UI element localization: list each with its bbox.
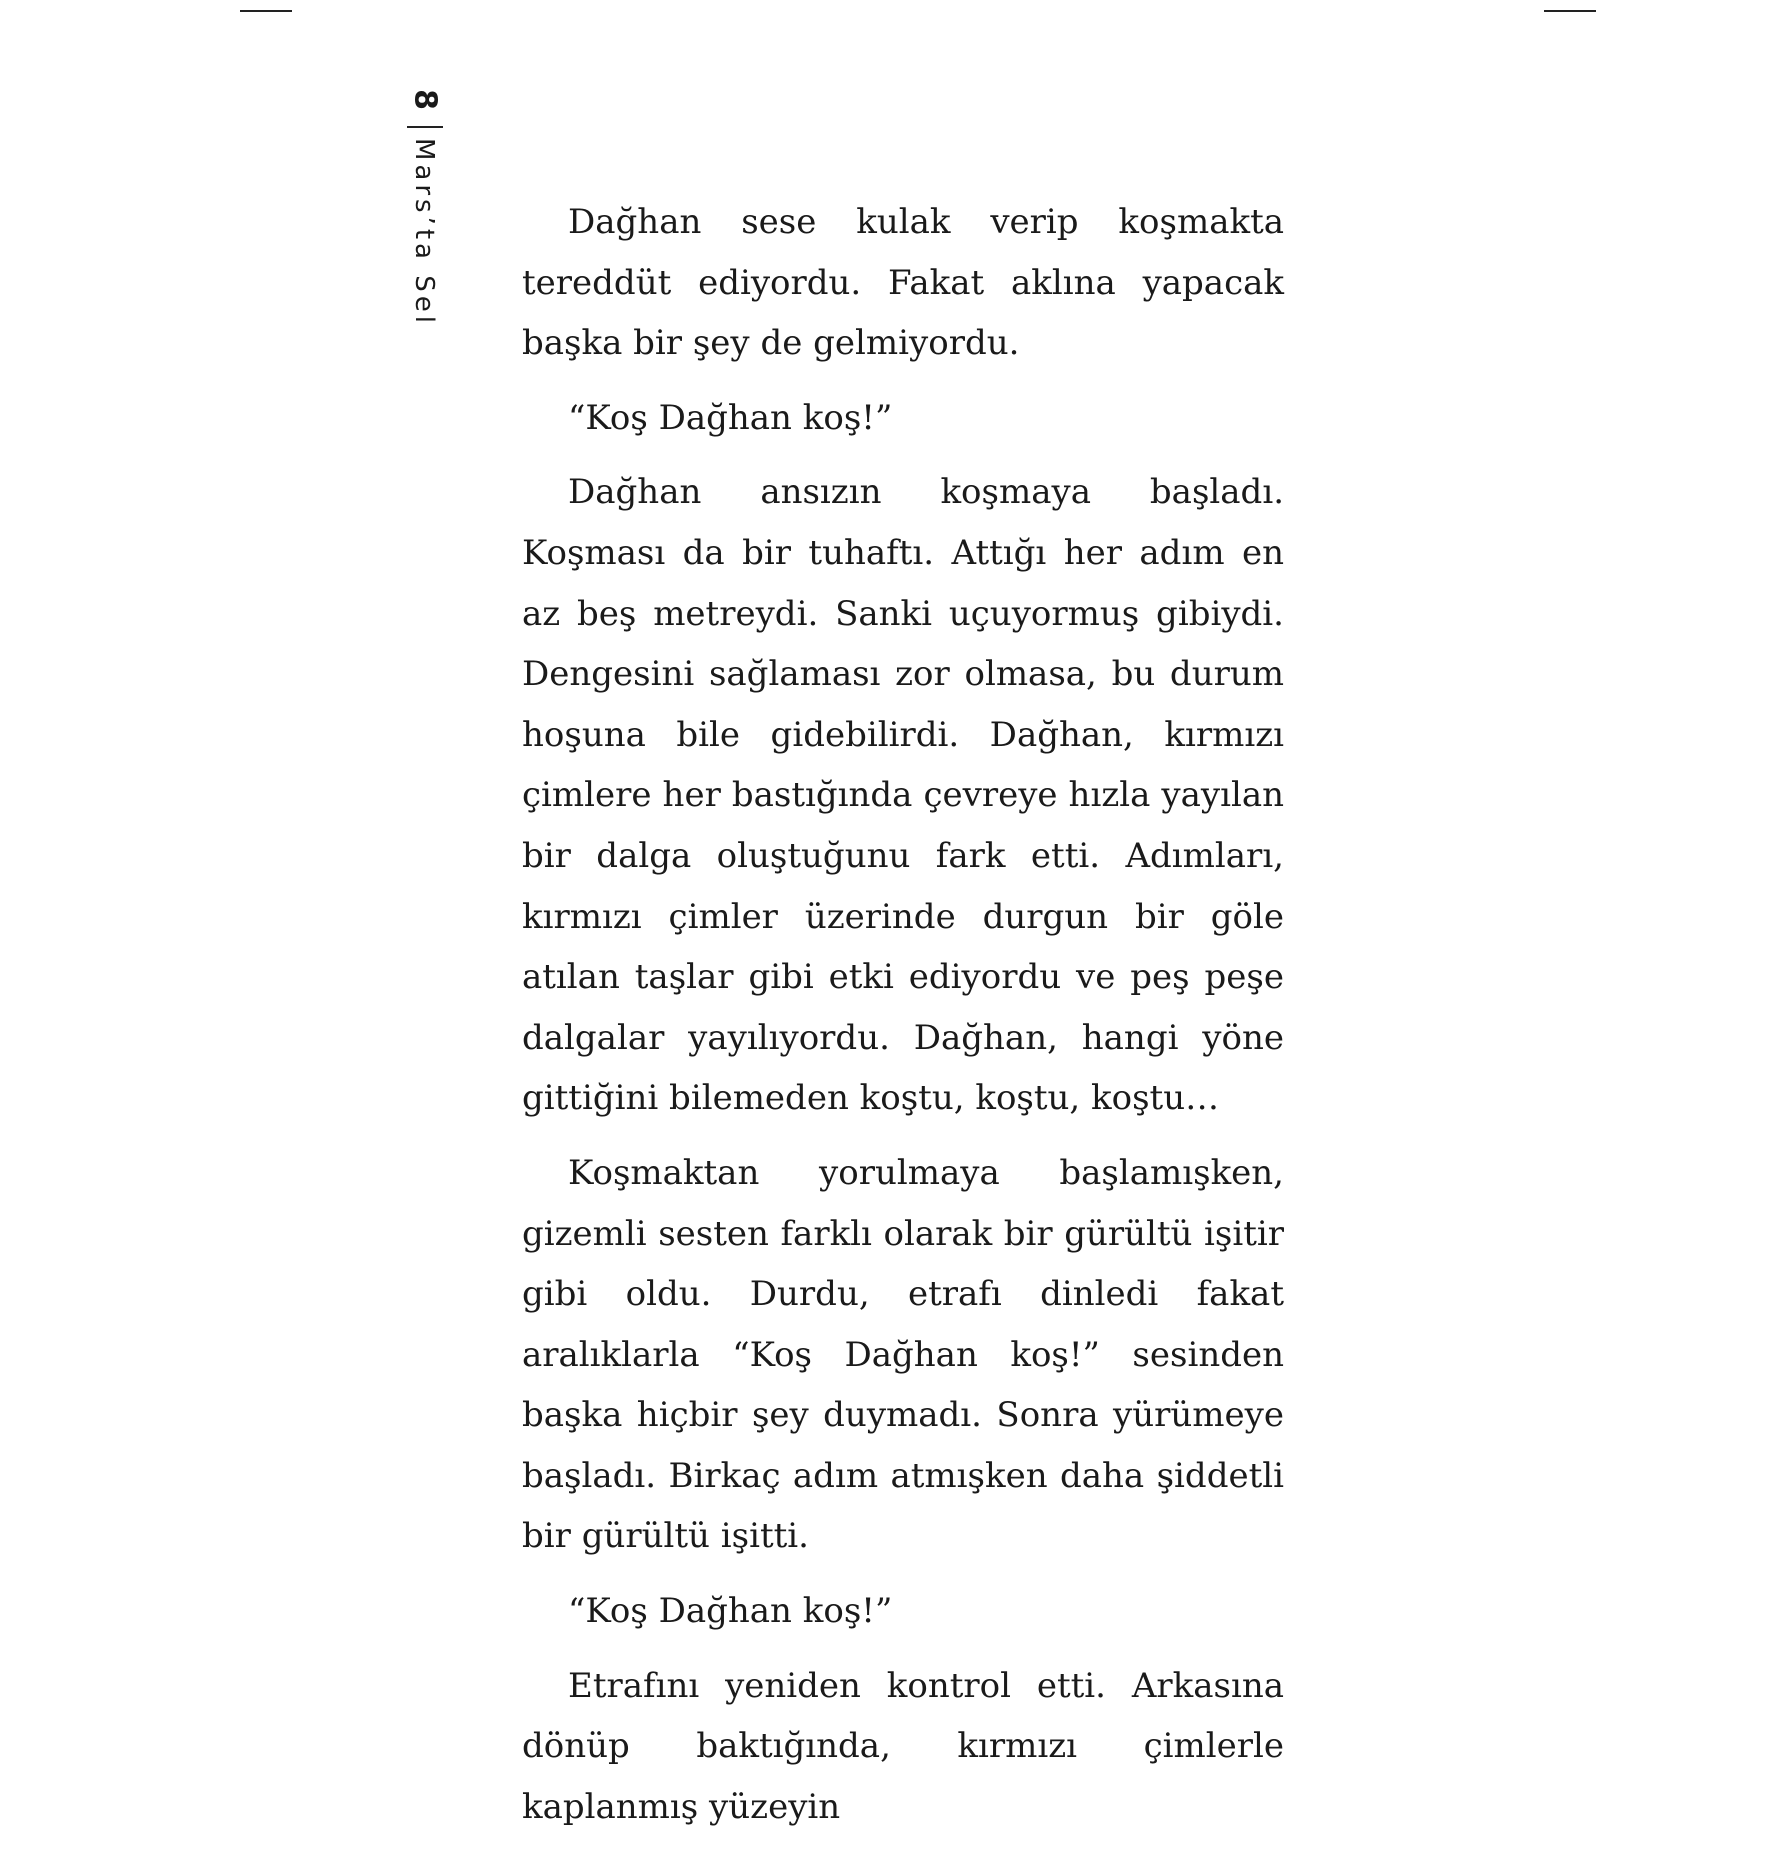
book-title: Mars’ta Sel bbox=[409, 138, 439, 327]
paragraph: Koşmaktan yorulmaya başlamışken, gizemli sesten farklı olarak bir gürültü işitir gibi oldu. Durdu, etrafı dinledi fakat aralıklarla “Koş Dağhan koş!” sesinden başka hiçbir şey duymadı. Sonra yürümeye başladı. Birkaç adım atmışken daha şiddetli bir gürültü işitti. bbox=[522, 1152, 1284, 1557]
crop-mark-right bbox=[1544, 10, 1596, 12]
paragraph: “Koş Dağhan koş!” bbox=[568, 397, 893, 438]
paragraph: Dağhan sese kulak verip koşmakta tereddüt ediyordu. Fakat aklına yapacak başka bir şey de gelmiyordu. bbox=[522, 202, 1284, 364]
paragraph: Etrafını yeniden kontrol etti. Arkasına dönüp baktığında, kırmızı çimlerle kaplanmış yüzeyin bbox=[522, 1665, 1284, 1827]
running-head bbox=[405, 82, 445, 327]
crop-mark-left bbox=[240, 10, 292, 12]
page-number: 8 bbox=[407, 89, 443, 110]
running-head-divider bbox=[407, 126, 443, 128]
body-text bbox=[522, 192, 1284, 1851]
paragraph: Dağhan ansızın koşmaya başladı. Koşması da bir tuhaftı. Attığı her adım en az beş metreydi. Sanki uçuyormuş gibiydi. Dengesini sağlaması zor olmasa, bu durum hoşuna bile gidebilirdi. Dağhan, kırmızı çimlere her bastığında çevreye hızla yayılan bir dalga oluştuğunu fark etti. Adımları, kırmızı çimler üzerinde durgun bir göle atılan taşlar gibi etki ediyordu ve peş peşe dalgalar yayılıyordu. Dağhan, hangi yöne gittiğini bilemeden koştu, koştu, koştu… bbox=[522, 472, 1284, 1119]
paragraph: “Koş Dağhan koş!” bbox=[568, 1591, 893, 1632]
